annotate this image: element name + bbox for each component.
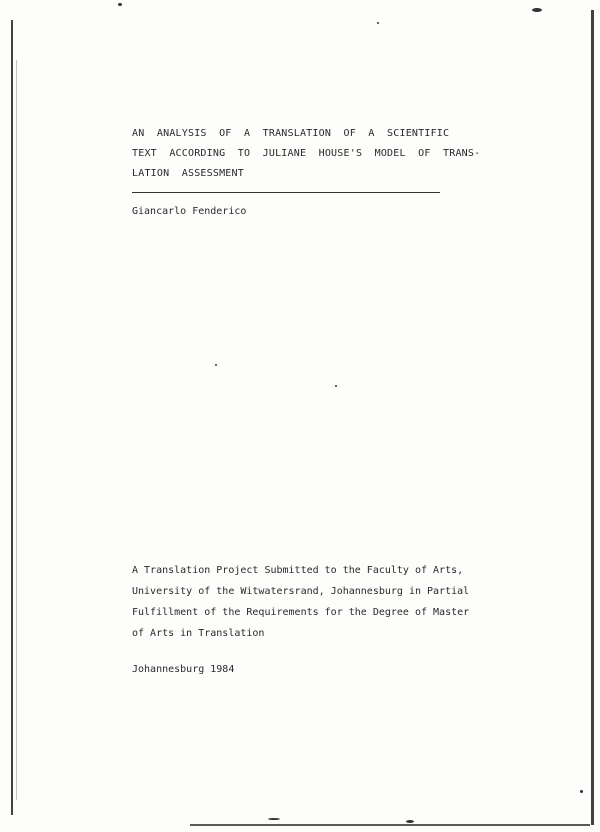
author-name: Giancarlo Fenderico bbox=[132, 206, 247, 217]
scan-speck bbox=[335, 385, 337, 387]
scan-speck bbox=[580, 790, 583, 793]
title-line: AN ANALYSIS OF A TRANSLATION OF A SCIENTIFIC bbox=[132, 128, 450, 139]
scan-speck bbox=[268, 818, 280, 820]
scan-edge-left bbox=[11, 20, 13, 815]
thesis-title bbox=[132, 124, 481, 184]
scan-speck bbox=[118, 3, 122, 6]
scan-speck bbox=[532, 8, 542, 12]
title-rule bbox=[132, 192, 440, 193]
title-line: LATION ASSESSMENT bbox=[132, 168, 244, 179]
submission-line: Fulfillment of the Requirements for the Degree of Master bbox=[132, 607, 470, 618]
scan-speck bbox=[377, 22, 379, 24]
submission-line: A Translation Project Submitted to the Faculty of Arts, bbox=[132, 565, 464, 576]
scan-speck bbox=[215, 364, 217, 366]
place-and-date: Johannesburg 1984 bbox=[132, 664, 235, 675]
scan-edge-right bbox=[591, 10, 594, 825]
submission-line: University of the Witwatersrand, Johannesburg in Partial bbox=[132, 586, 470, 597]
submission-line: of Arts in Translation bbox=[132, 628, 265, 639]
submission-statement bbox=[132, 560, 492, 644]
scan-edge-left-inner bbox=[16, 60, 17, 800]
scan-speck bbox=[406, 820, 414, 823]
title-line: TEXT ACCORDING TO JULIANE HOUSE'S MODEL OF TRANS- bbox=[132, 148, 481, 159]
scan-edge-bottom bbox=[190, 824, 590, 826]
